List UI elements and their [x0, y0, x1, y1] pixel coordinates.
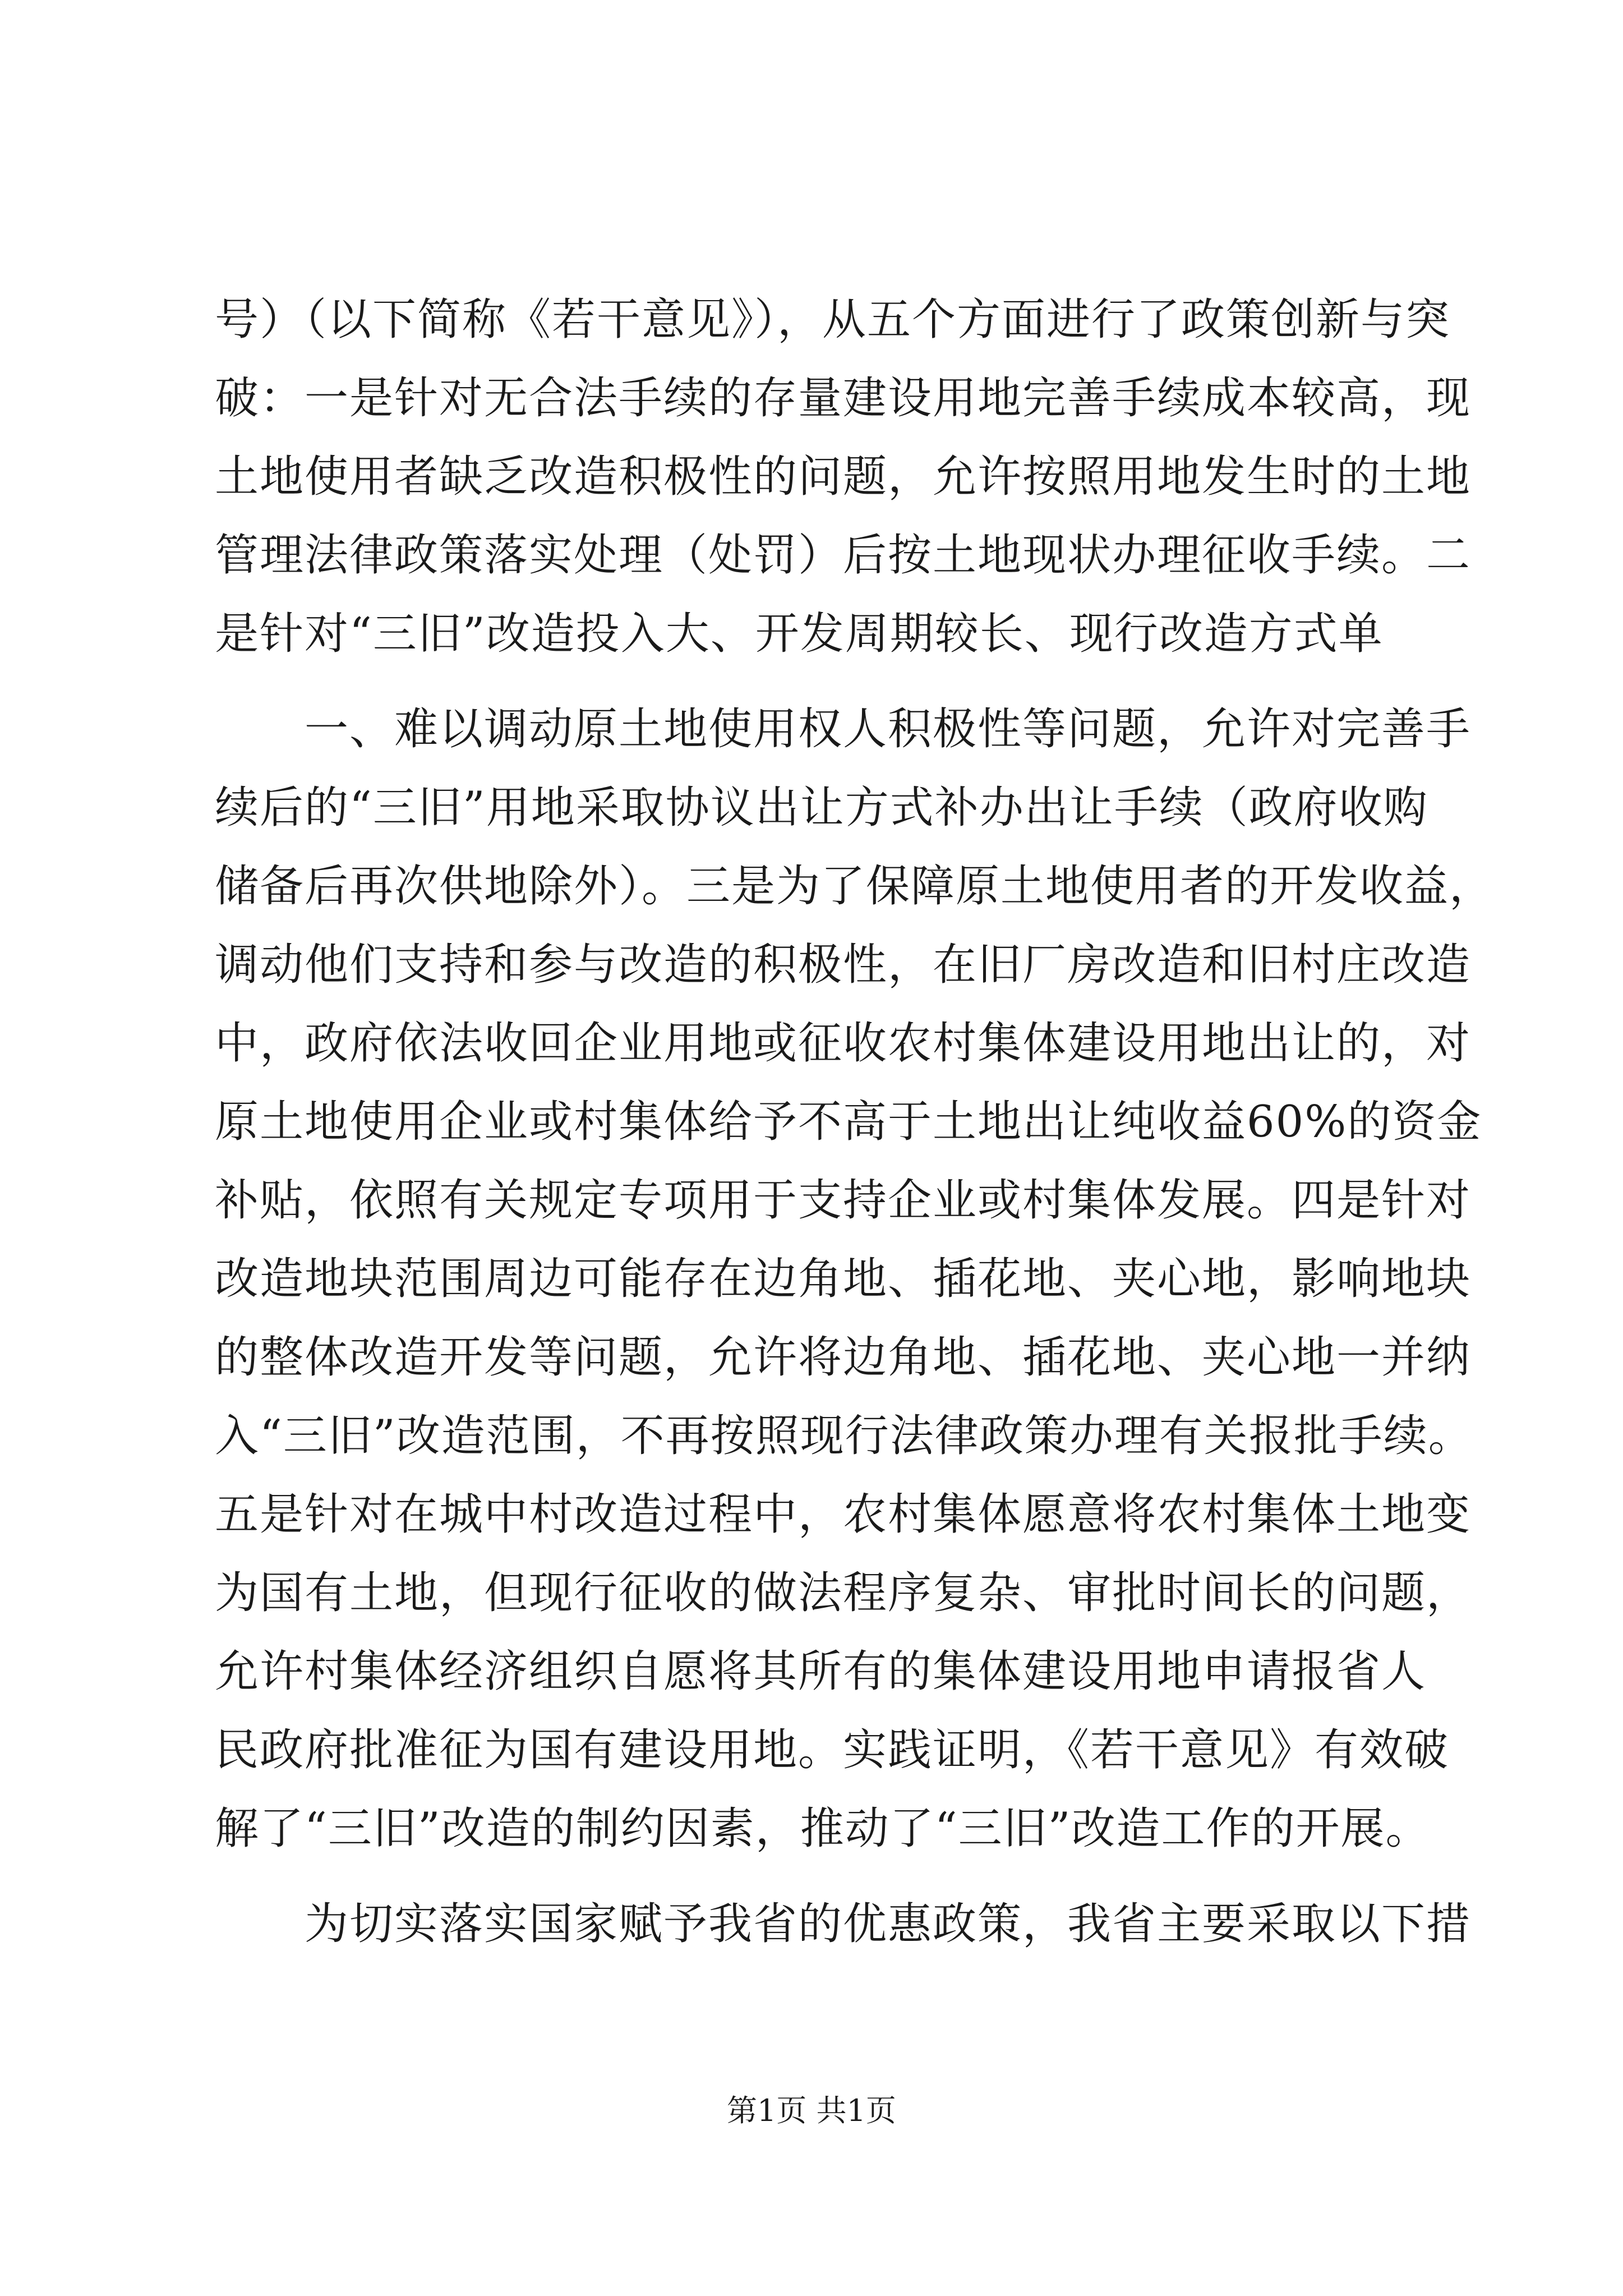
text-line: 为国有土地，但现行征收的做法程序复杂、审批时间长的问题， — [215, 1568, 1472, 1618]
text-line: 调动他们支持和参与改造的积极性，在旧厂房改造和旧村庄改造 — [215, 940, 1472, 990]
text-line: 号）（以下简称《若干意见》），从五个方面进行了政策创新与突 — [215, 295, 1451, 345]
text-line: 的整体改造开发等问题，允许将边角地、插花地、夹心地一并纳 — [215, 1332, 1472, 1383]
text-line: 五是针对在城中村改造过程中，农村集体愿意将农村集体土地变 — [215, 1489, 1472, 1540]
text-line: 续后的“三旧”用地采取协议出让方式补办出让手续（政府收购 — [215, 783, 1428, 833]
text-line: 破：一是针对无合法手续的存量建设用地完善手续成本较高，现 — [215, 373, 1472, 424]
text-line: 储备后再次供地除外）。三是为了保障原土地使用者的开发收益， — [215, 861, 1495, 912]
text-line: 原土地使用企业或村集体给予不高于土地出让纯收益60%的资金 — [215, 1097, 1482, 1147]
text-line: 改造地块范围周边可能存在边角地、插花地、夹心地，影响地块 — [215, 1254, 1472, 1304]
text-line: 为切实落实国家赋予我省的优惠政策，我省主要采取以下措 — [215, 1899, 1472, 1949]
text-line: 中，政府依法收回企业用地或征收农村集体建设用地出让的，对 — [215, 1018, 1472, 1069]
page-number-footer: 第1页 共1页 — [727, 2093, 896, 2128]
text-line: 土地使用者缺乏改造积极性的问题，允许按照用地发生时的土地 — [215, 452, 1472, 502]
text-line: 民政府批准征为国有建设用地。实践证明，《若干意见》有效破 — [215, 1725, 1450, 1775]
text-line: 是针对“三旧”改造投入大、开发周期较长、现行改造方式单 — [215, 609, 1384, 659]
text-line: 入“三旧”改造范围，不再按照现行法律政策办理有关报批手续。 — [215, 1411, 1473, 1461]
text-line: 管理法律政策落实处理（处罚）后按土地现状办理征收手续。二 — [215, 530, 1472, 581]
text-line: 补贴，依照有关规定专项用于支持企业或村集体发展。四是针对 — [215, 1175, 1472, 1226]
text-line: 一、难以调动原土地使用权人积极性等问题，允许对完善手 — [215, 704, 1472, 754]
text-line: 允许村集体经济组织自愿将其所有的集体建设用地申请报省人 — [215, 1646, 1427, 1697]
text-line: 解了“三旧”改造的制约因素，推动了“三旧”改造工作的开展。 — [215, 1803, 1431, 1854]
document-body — [215, 280, 1495, 1963]
